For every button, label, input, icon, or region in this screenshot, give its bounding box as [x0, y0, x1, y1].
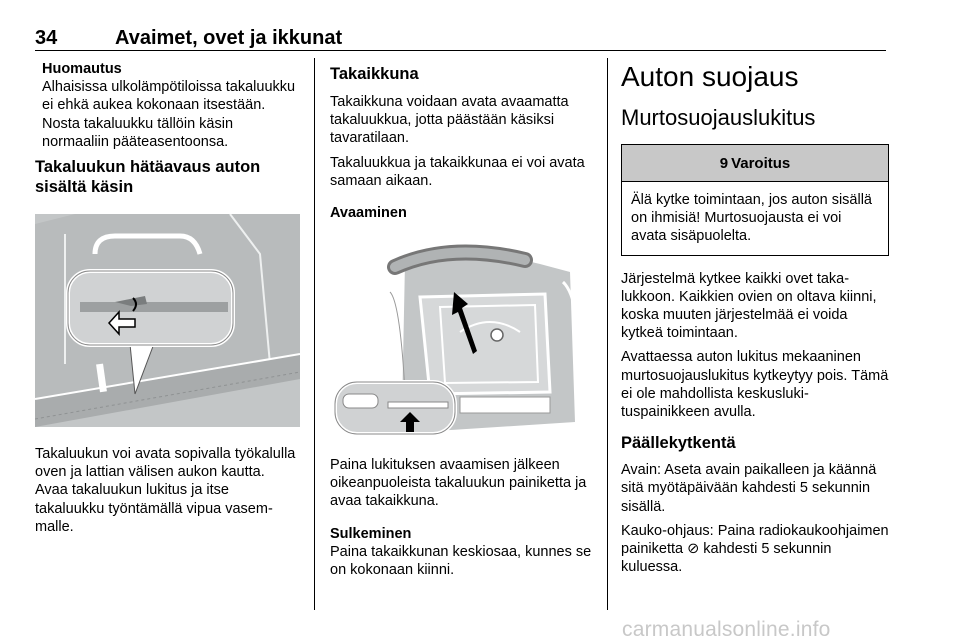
warning-header	[622, 145, 888, 182]
emergency-opening-text: Takaluukun voi avata sopivalla työkalulla oven ja lattian välisen aukon kautta. Avaa takaluukun lukitus ja itse takaluukku työntämällä vipua vasemmalle.	[35, 446, 296, 535]
activation-remote-text: Kauko-ohjaus: Paina radiokaukoohjaimen painiketta ⊘ kahdesti 5 sekunnin kuluessa.	[621, 522, 889, 576]
note-block	[35, 60, 300, 151]
rear-window-drawing	[330, 242, 595, 442]
rear-window-illustration	[330, 242, 595, 442]
rear-window-text-2: Takaluukkua ja takaikkunaa ei voi avata samaan aikaan.	[330, 154, 585, 189]
page-number: 34	[35, 27, 58, 49]
warning-triangle-icon: 9	[719, 154, 729, 172]
chapter-title: Avaimet, ovet ja ikkunat	[115, 27, 343, 49]
section-heading-rear-window: Takaikkuna	[330, 65, 419, 83]
note-text: Alhaisissa ulkolämpötiloissa takaluukku ei ehkä aukea kokonaan itsestään. Nosta takaluukku tällöin käsin normaaliin pääteasentoonsa.	[42, 79, 296, 150]
closing-instructions: Paina takaikkunan keskiosaa, kunnes se on kokonaan kiinni.	[330, 543, 592, 578]
warning-text: Älä kytke toimintaan, jos auton sisällä on ihmisiä! Murtosuojausta ei voi avata sisäpuolelta.	[631, 192, 872, 245]
column-3	[621, 60, 889, 576]
column-divider-2	[607, 58, 608, 610]
deadlocking-text-2: Avattaessa auton lukitus mekaaninen murtosuojauslukitus kytkeytyy pois. Tämä ei ole mahdollista keskuslukituspainikkeen avulla.	[621, 349, 889, 421]
section-title-vehicle-security: Auton suojaus	[621, 61, 799, 92]
page-header	[35, 22, 886, 51]
subheading-opening: Avaaminen	[330, 205, 407, 222]
section-heading-activation: Päällekytkentä	[621, 434, 736, 453]
column-divider-1	[314, 58, 315, 610]
site-watermark: carmanualsonline.info	[622, 618, 831, 641]
subheading-closing: Sulkeminen	[330, 525, 412, 542]
section-heading-emergency-opening: Takaluukun hätäavaus auton sisältä käsin	[35, 158, 261, 197]
column-1	[35, 60, 300, 536]
warning-box	[621, 144, 889, 256]
tailgate-lever-illustration	[35, 214, 300, 427]
column-2	[330, 60, 595, 579]
activation-key-text: Avain: Aseta avain paikalleen ja käännä sitä myötäpäivään kahdesti 5 sekunnin sisällä.	[621, 462, 877, 515]
opening-instructions: Paina lukituksen avaamisen jälkeen oikeanpuoleista takaluukun painiketta ja avaa takaikkuna.	[330, 457, 587, 510]
warning-label: Varoitus	[731, 154, 791, 172]
note-title: Huomautus	[42, 61, 122, 77]
subsection-title-deadlocking: Murtosuojauslukitus	[621, 105, 816, 130]
deadlocking-text-1: Järjestelmä kytkee kaikki ovet takalukkoon. Kaikkien ovien on oltava kiinni, koska muuten järjestelmää ei voida kytkeä toimintaan.	[621, 270, 877, 342]
rear-window-text-1: Takaikkuna voidaan avata avaamatta takaluukkua, jotta päästään käsiksi tavaratilaan.	[330, 94, 569, 147]
tailgate-interior-drawing	[35, 214, 300, 427]
